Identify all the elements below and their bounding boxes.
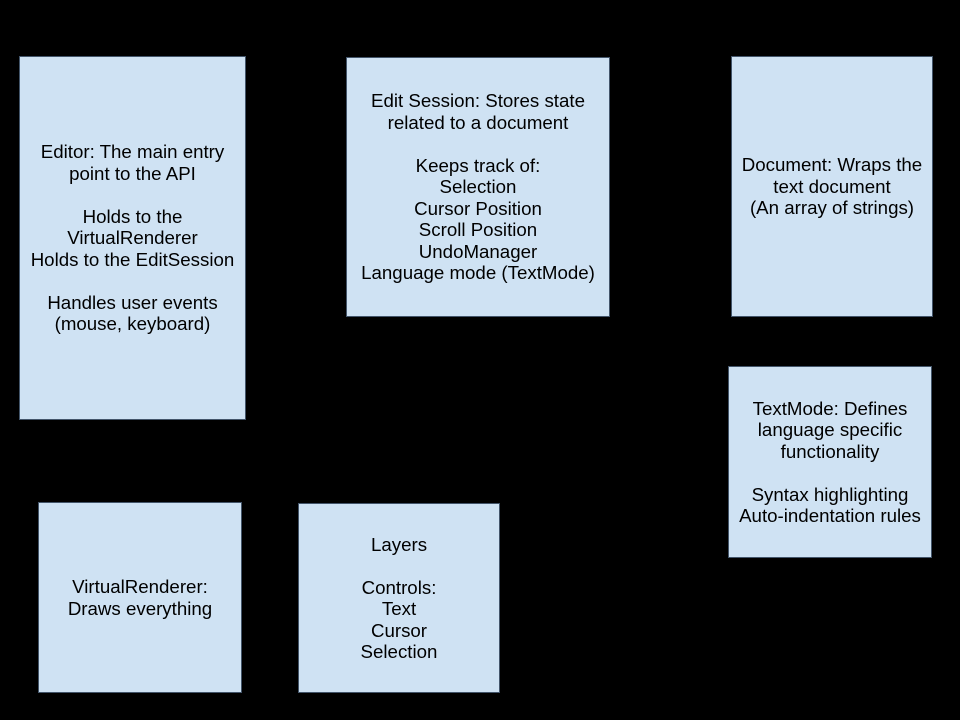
document-box (731, 56, 933, 317)
editor-box-line (20, 184, 245, 206)
textmode-box-line: functionality (780, 440, 880, 462)
edit-session-box-line: Scroll Position (418, 219, 538, 241)
editor-box-line (20, 270, 245, 292)
textmode-box-line: language specific (757, 419, 903, 440)
edit-session-box-line: Selection (439, 176, 517, 198)
virtualrenderer-box-line: VirtualRenderer: (72, 576, 208, 597)
document-box-line: (An array of strings) (749, 197, 915, 219)
document-box-line: Document: Wraps the (741, 154, 923, 176)
editor-box-line: point to the API (69, 162, 196, 184)
edit-session-box-line: related to a document (387, 111, 569, 133)
editor-box (19, 56, 246, 420)
textmode-box-line: Syntax highlighting (751, 483, 909, 505)
editor-box-line: Holds to the EditSession (30, 248, 235, 270)
editor-box-line: Holds to the (82, 205, 183, 227)
editor-box-line: Handles user events (47, 291, 218, 313)
layers-box-line: Selection (360, 641, 438, 662)
layers-box-line: Cursor (370, 619, 428, 641)
textmode-box-line: Auto-indentation rules (739, 505, 921, 526)
layers-box (298, 503, 500, 693)
document-box-line: text document (773, 175, 891, 197)
edit-session-box-line: Keeps track of: (415, 154, 541, 176)
edit-session-box-line: Edit Session: Stores state (371, 90, 585, 112)
editor-box-line: (mouse, keyboard) (54, 313, 211, 335)
textmode-box-line (729, 462, 931, 484)
virtualrenderer-box (38, 502, 242, 693)
virtualrenderer-box-line: Draws everything (67, 597, 213, 619)
textmode-box-line: TextMode: Defines (752, 397, 908, 419)
textmode-box (728, 366, 932, 558)
editor-box-line: Editor: The main entry (40, 141, 225, 163)
edit-session-box-line: UndoManager (418, 240, 538, 262)
editor-box-line: VirtualRenderer (67, 227, 198, 249)
layers-box-line: Layers (370, 533, 428, 555)
edit-session-box-line: Cursor Position (414, 197, 542, 219)
edit-session-box (346, 57, 610, 317)
edit-session-box-line: Language mode (TextMode) (361, 262, 595, 284)
edit-session-box-line (347, 133, 609, 155)
layers-box-line: Controls: (361, 576, 437, 598)
layers-box-line: Text (381, 598, 417, 619)
layers-box-line (299, 555, 499, 577)
